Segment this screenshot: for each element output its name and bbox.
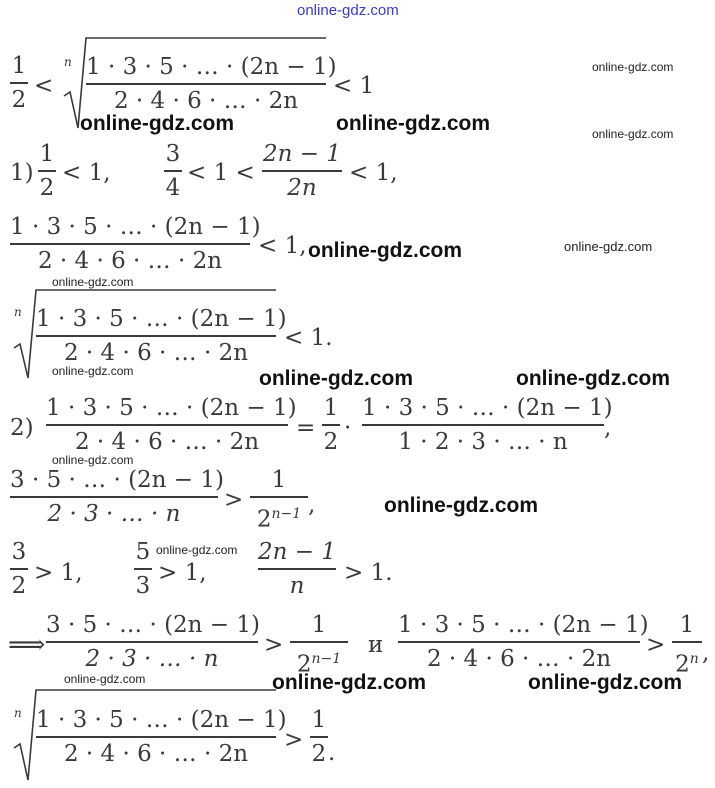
less-than-one-4: < 1.	[284, 325, 333, 351]
final-period: .	[328, 740, 336, 766]
less-than-one-2: < 1,	[349, 160, 398, 186]
five-thirds-gt-one: > 1,	[158, 560, 207, 586]
fraction-odd-from3-over-fact-from2: 3 · 5 · … · (2n − 1) 2 · 3 · … · n	[10, 467, 224, 527]
greater-than-sign-3: >	[646, 632, 666, 658]
watermark: online-gdz.com	[384, 494, 538, 517]
equals-sign: =	[296, 415, 316, 441]
greater-than-sign: >	[224, 487, 244, 513]
comma-8: ,	[702, 640, 710, 666]
less-than-one: < 1	[333, 73, 375, 99]
fraction-one-over-2pow-2: 1 $2^{n-1}$	[290, 611, 348, 678]
watermark: online-gdz.com	[564, 239, 653, 254]
greater-than-sign-4: >	[284, 727, 304, 753]
watermark: online-gdz.com	[80, 112, 234, 135]
fraction-three-quarters: 3 4	[165, 141, 181, 201]
part-1-label: 1)	[10, 160, 34, 186]
dot-sign: ·	[344, 415, 352, 441]
fraction-one-over-2pow: 1 $2^{n-1}$	[250, 466, 308, 533]
part-2-label: 2)	[10, 415, 34, 441]
less-than-sign: <	[34, 73, 54, 99]
fraction-odd-over-even-5: 1 · 3 · 5 · … · (2n − 1) 2 · 4 · 6 · … · 2n	[398, 612, 649, 672]
root-index: n	[64, 55, 72, 69]
root-index-3: n	[14, 706, 22, 720]
comma-6: ,	[308, 492, 316, 518]
three-halves-gt-one: > 1,	[34, 560, 83, 586]
root-index-2: n	[14, 305, 22, 319]
watermark: online-gdz.com	[259, 367, 413, 390]
watermark: online-gdz.com	[592, 60, 674, 74]
watermark: online-gdz.com	[336, 112, 490, 135]
fraction-odd-over-even-6: 1 · 3 · 5 · … · (2n − 1) 2 · 4 · 6 · … · 2n	[36, 707, 287, 767]
fraction-half-3: 1 2	[323, 395, 339, 455]
fraction-five-thirds: 5 3	[135, 539, 151, 599]
fraction-odd-over-even: 1 · 3 · 5 · … · (2n − 1) 2 · 4 · 6 · … · 2n	[86, 54, 337, 114]
fraction-2n-minus-1-over-n: 2n − 1 n	[258, 539, 336, 599]
fraction-odd-over-even-4: 1 · 3 · 5 · … · (2n − 1) 2 · 4 · 6 · … · 2n	[46, 395, 297, 455]
fraction-odd-over-even-3: 1 · 3 · 5 · … · (2n − 1) 2 · 4 · 6 · … · 2n	[36, 306, 287, 366]
watermark: online-gdz.com	[52, 453, 134, 467]
implies-arrow: ⟹	[8, 630, 46, 660]
three-quarters-less-one: < 1 <	[187, 160, 255, 186]
fraction-odd-over-even-2: 1 · 3 · 5 · … · (2n − 1) 2 · 4 · 6 · … · 2n	[10, 214, 261, 274]
less-than-one-3: < 1,	[258, 233, 307, 259]
half-less-than-one: < 1,	[62, 160, 111, 186]
watermark: online-gdz.com	[64, 672, 146, 686]
watermark: online-gdz.com	[52, 275, 134, 289]
gt-one-period: > 1.	[344, 560, 393, 586]
fraction-half-final: 1 2	[311, 707, 327, 767]
watermark-top: online-gdz.com	[297, 2, 399, 19]
watermark: online-gdz.com	[52, 364, 134, 378]
fraction-odd-over-factorial: 1 · 3 · 5 · … · (2n − 1) 1 · 2 · 3 · … · n	[362, 395, 613, 455]
fraction-one-over-2pow-n: 1 2$^n$	[672, 611, 702, 678]
comma-5: ,	[604, 415, 612, 441]
fraction-half: 1 2	[11, 53, 27, 113]
fraction-half-2: 1 2	[39, 141, 55, 201]
watermark: online-gdz.com	[308, 239, 462, 262]
and-word: и	[368, 632, 384, 658]
watermark: online-gdz.com	[156, 543, 238, 557]
fraction-odd-from3-over-fact-from2-2: 3 · 5 · … · (2n − 1) 2 · 3 · … · n	[46, 612, 260, 672]
watermark: online-gdz.com	[528, 671, 682, 694]
watermark: online-gdz.com	[272, 671, 426, 694]
greater-than-sign-2: >	[264, 632, 284, 658]
fraction-three-halves: 3 2	[11, 539, 27, 599]
watermark: online-gdz.com	[516, 367, 670, 390]
fraction-2n-minus-1-over-2n: 2n − 1 2n	[263, 141, 341, 201]
watermark: online-gdz.com	[592, 127, 674, 141]
